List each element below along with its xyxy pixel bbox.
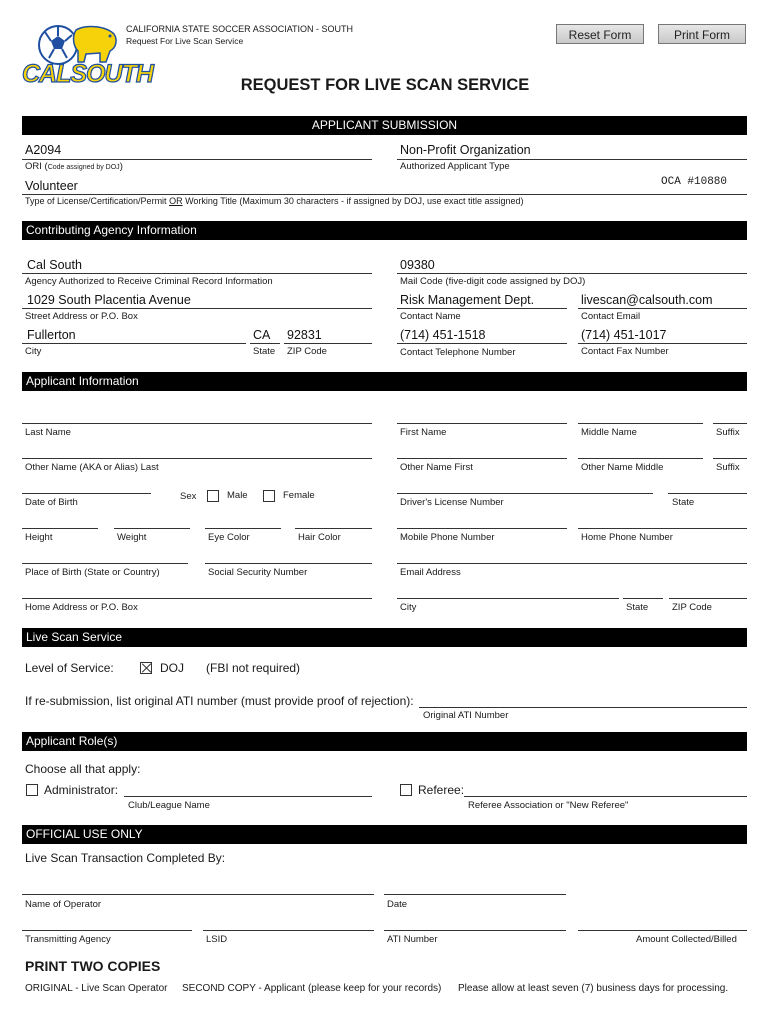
print-form-button[interactable]: Print Form (658, 24, 746, 44)
state-field[interactable]: CA (253, 328, 271, 342)
administrator-checkbox[interactable] (26, 784, 38, 796)
print-two-copies: PRINT TWO COPIES (25, 958, 161, 974)
applicant-state-input[interactable] (623, 598, 663, 599)
date-input[interactable] (384, 894, 566, 895)
height-input[interactable] (22, 528, 98, 529)
street-underline (22, 308, 372, 309)
zip-field[interactable]: 92831 (287, 328, 322, 342)
suffix-label: Suffix (716, 427, 740, 438)
original-ati-input[interactable] (419, 707, 747, 708)
auth-type-label: Authorized Applicant Type (400, 161, 510, 172)
mobile-phone-label: Mobile Phone Number (400, 532, 495, 543)
club-league-input[interactable] (124, 796, 372, 797)
auth-type-underline (397, 159, 747, 160)
dob-input[interactable] (22, 493, 151, 494)
applicant-state-label: State (626, 602, 649, 613)
city-field[interactable]: Fullerton (27, 328, 76, 342)
state-label: State (253, 346, 276, 357)
contact-name-label: Contact Name (400, 311, 461, 322)
operator-name-label: Name of Operator (25, 899, 102, 910)
eye-color-input[interactable] (205, 528, 281, 529)
dob-label: Date of Birth (25, 497, 78, 508)
last-name-input[interactable] (22, 423, 372, 424)
lsid-input[interactable] (203, 930, 374, 931)
mail-code-field[interactable]: 09380 (400, 258, 435, 272)
other-first-name-label: Other Name First (400, 462, 473, 473)
contact-fax-field[interactable]: (714) 451-1017 (581, 328, 667, 342)
first-name-input[interactable] (397, 423, 567, 424)
weight-input[interactable] (114, 528, 190, 529)
original-copy-note: ORIGINAL - Live Scan Operator (25, 983, 168, 994)
male-checkbox[interactable] (207, 490, 219, 502)
other-suffix-label: Suffix (716, 462, 740, 473)
contact-phone-label: Contact Telephone Number (400, 347, 516, 358)
contact-fax-label: Contact Fax Number (581, 346, 669, 357)
administrator-label: Administrator: (44, 783, 119, 797)
home-phone-label: Home Phone Number (581, 532, 673, 543)
form-title: REQUEST FOR LIVE SCAN SERVICE (240, 76, 530, 94)
referee-checkbox[interactable] (400, 784, 412, 796)
agency-label: Agency Authorized to Receive Criminal Record Information (25, 276, 273, 287)
contact-phone-field[interactable]: (714) 451-1518 (400, 328, 486, 342)
drivers-license-input[interactable] (397, 493, 653, 494)
ori-label: ORI (Code assigned by DOJ) (25, 161, 123, 172)
ori-underline (22, 159, 372, 160)
referee-association-input[interactable] (464, 796, 747, 797)
doj-checkbox[interactable] (140, 662, 152, 674)
other-last-name-label: Other Name (AKA or Alias) Last (25, 462, 159, 473)
female-checkbox[interactable] (263, 490, 275, 502)
ori-field[interactable]: A2094 (25, 143, 62, 157)
email-address-label: Email Address (400, 567, 461, 578)
contact-name-underline (397, 308, 567, 309)
other-first-name-input[interactable] (397, 458, 567, 459)
drivers-license-label: Driver's License Number (400, 497, 504, 508)
original-ati-label: Original ATI Number (423, 710, 509, 721)
eye-color-label: Eye Color (208, 532, 250, 543)
hair-color-label: Hair Color (298, 532, 341, 543)
org-name: CALIFORNIA STATE SOCCER ASSOCIATION - SOUTH (126, 24, 354, 34)
reset-form-button[interactable]: Reset Form (556, 24, 644, 44)
dl-state-label: State (672, 497, 695, 508)
female-label: Female (283, 490, 315, 501)
ati-number-input[interactable] (384, 930, 566, 931)
transmitting-agency-input[interactable] (22, 930, 192, 931)
other-suffix-input[interactable] (713, 458, 747, 459)
processing-note: Please allow at least seven (7) business days for processing. (458, 983, 729, 994)
contributing-agency-header: Contributing Agency Information (22, 221, 747, 240)
doj-label: DOJ (160, 661, 184, 675)
date-label: Date (387, 899, 408, 910)
home-phone-input[interactable] (578, 528, 747, 529)
other-last-name-input[interactable] (22, 458, 372, 459)
applicant-city-label: City (400, 602, 417, 613)
amount-label: Amount Collected/Billed (636, 934, 737, 945)
city-underline (22, 343, 246, 344)
working-title-underline (22, 194, 747, 195)
choose-all-label: Choose all that apply: (25, 762, 141, 776)
form-subtitle: Request For Live Scan Service (126, 36, 244, 46)
logo-wordmark: CALSOUTH (22, 60, 153, 88)
home-address-input[interactable] (22, 598, 372, 599)
male-label: Male (227, 490, 248, 501)
zip-label: ZIP Code (287, 346, 327, 357)
authorized-applicant-type-field[interactable]: Non-Profit Organization (400, 143, 531, 157)
applicant-submission-header: APPLICANT SUBMISSION (22, 116, 747, 135)
middle-name-label: Middle Name (581, 427, 637, 438)
other-middle-name-label: Other Name Middle (581, 462, 664, 473)
place-of-birth-label: Place of Birth (State or Country) (25, 567, 160, 578)
weight-label: Weight (117, 532, 147, 543)
agency-field[interactable]: Cal South (27, 258, 82, 272)
suffix-input[interactable] (713, 423, 747, 424)
state-underline (250, 343, 280, 344)
zip-underline (284, 343, 372, 344)
lsid-label: LSID (206, 934, 228, 945)
transmitting-agency-label: Transmitting Agency (25, 934, 111, 945)
applicant-roles-header: Applicant Role(s) (22, 732, 747, 751)
fbi-not-required-label: (FBI not required) (206, 661, 301, 675)
height-label: Height (25, 532, 53, 543)
sex-label: Sex (180, 491, 197, 502)
mobile-phone-input[interactable] (397, 528, 567, 529)
applicant-zip-label: ZIP Code (672, 602, 712, 613)
last-name-label: Last Name (25, 427, 71, 438)
agency-underline (22, 273, 372, 274)
operator-name-input[interactable] (22, 894, 374, 895)
referee-label: Referee: (418, 783, 465, 797)
street-label: Street Address or P.O. Box (25, 311, 138, 322)
street-address-field[interactable]: 1029 South Placentia Avenue (27, 293, 191, 307)
second-copy-note: SECOND COPY - Applicant (please keep for your records) (182, 983, 442, 994)
ati-number-label: ATI Number (387, 934, 438, 945)
completed-by-label: Live Scan Transaction Completed By: (25, 851, 226, 865)
other-middle-name-input[interactable] (578, 458, 703, 459)
live-scan-header: Live Scan Service (22, 628, 747, 647)
ssn-input[interactable] (205, 563, 372, 564)
applicant-city-input[interactable] (397, 598, 619, 599)
phone-underline (397, 343, 567, 344)
first-name-label: First Name (400, 427, 447, 438)
email-address-input[interactable] (397, 563, 747, 564)
oca-number: OCA #10880 (661, 176, 728, 188)
fax-underline (578, 343, 747, 344)
middle-name-input[interactable] (578, 423, 703, 424)
club-league-label: Club/League Name (128, 800, 210, 811)
mail-code-underline (397, 273, 747, 274)
contact-email-field[interactable]: livescan@calsouth.com (581, 293, 713, 307)
contact-name-field[interactable]: Risk Management Dept. (400, 293, 535, 307)
applicant-zip-input[interactable] (669, 598, 747, 599)
referee-association-label: Referee Association or "New Referee" (468, 800, 629, 811)
place-of-birth-input[interactable] (22, 563, 188, 564)
dl-state-input[interactable] (668, 493, 747, 494)
home-address-label: Home Address or P.O. Box (25, 602, 138, 613)
mail-code-label: Mail Code (five-digit code assigned by DOJ) (400, 276, 586, 287)
official-use-header: OFFICIAL USE ONLY (22, 825, 747, 844)
contact-email-underline (578, 308, 747, 309)
contact-email-label: Contact Email (581, 311, 641, 322)
working-title-field[interactable]: Volunteer (25, 179, 78, 193)
level-of-service-label: Level of Service: (25, 661, 114, 675)
working-title-label: Type of License/Certification/Permit OR Working Title (Maximum 30 characters - if assigned by DOJ, use exact title assigned) (25, 196, 524, 206)
city-label: City (25, 346, 42, 357)
amount-input[interactable] (578, 930, 747, 931)
resubmission-label: If re-submission, list original ATI number (must provide proof of rejection): (25, 694, 414, 708)
hair-color-input[interactable] (295, 528, 372, 529)
applicant-info-header: Applicant Information (22, 372, 747, 391)
ssn-label: Social Security Number (208, 567, 308, 578)
